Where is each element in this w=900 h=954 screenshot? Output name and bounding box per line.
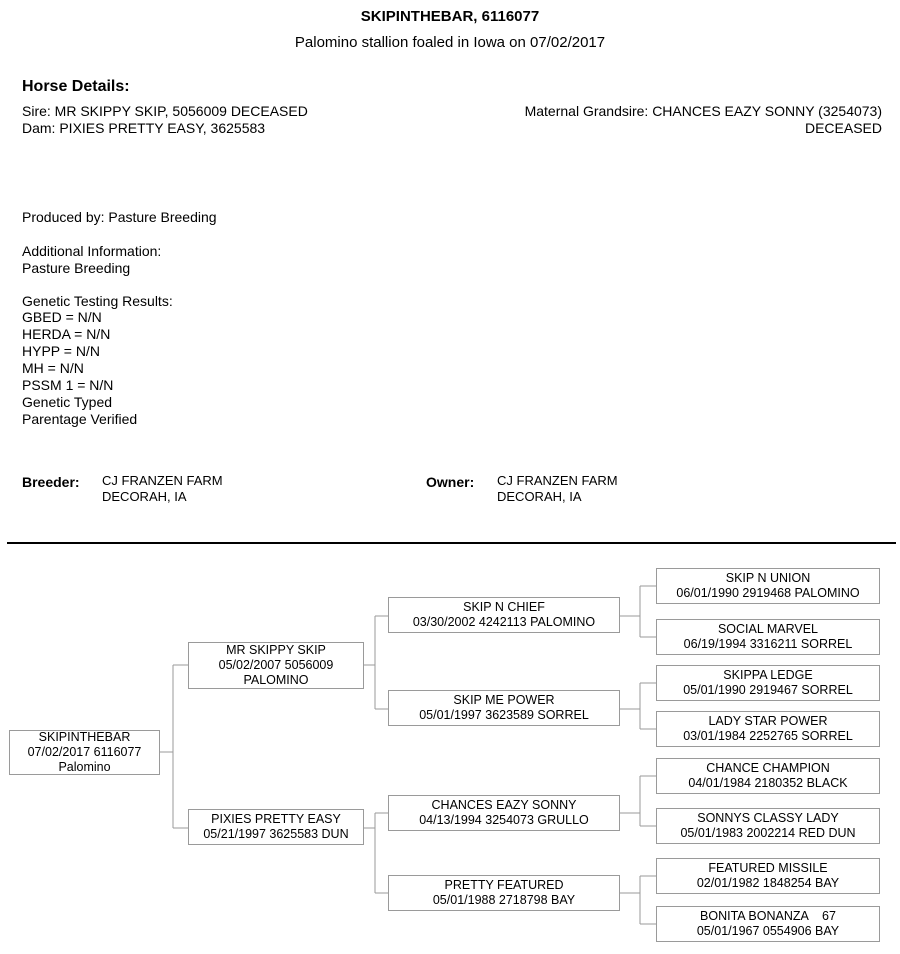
produced-by: Produced by: Pasture Breeding xyxy=(22,209,217,225)
horse-color: PALOMINO xyxy=(243,673,309,687)
genetic-result: PSSM 1 = N/N xyxy=(22,377,114,393)
dam-line: Dam: PIXIES PRETTY EASY, 3625583 xyxy=(22,120,266,136)
horse-name: PIXIES PRETTY EASY xyxy=(211,812,341,826)
breeder-label: Breeder: xyxy=(22,474,80,490)
pedigree-ggp xyxy=(656,568,880,604)
breeder-name: CJ FRANZEN FARM xyxy=(102,473,223,488)
horse-name: MR SKIPPY SKIP xyxy=(226,643,326,657)
maternal-grandsire-line: Maternal Grandsire: CHANCES EAZY SONNY (3254073) xyxy=(524,103,882,119)
horse-details-heading: Horse Details: xyxy=(22,78,130,95)
pedigree-dam-dam xyxy=(388,875,620,911)
horse-name: CHANCES EAZY SONNY xyxy=(431,798,577,812)
pedigree-ggp xyxy=(656,906,880,942)
pedigree-ggp xyxy=(656,711,880,747)
horse-info: 07/02/2017 6116077 xyxy=(27,745,142,759)
horse-name: SKIPPA LEDGE xyxy=(723,668,813,682)
horse-name: FEATURED MISSILE xyxy=(708,861,828,875)
horse-info: 05/01/1967 0554906 BAY xyxy=(696,924,840,938)
horse-info: 05/01/1990 2919467 SORREL xyxy=(683,683,853,697)
horse-info: 06/01/1990 2919468 PALOMINO xyxy=(676,586,860,600)
genetic-result: MH = N/N xyxy=(22,360,84,376)
horse-color: Palomino xyxy=(58,760,111,774)
pedigree-sire-sire xyxy=(388,597,620,633)
genetic-result: HYPP = N/N xyxy=(22,343,100,359)
horse-name: SONNYS CLASSY LADY xyxy=(697,811,839,825)
owner-location: DECORAH, IA xyxy=(497,489,582,504)
horse-name: SKIP ME POWER xyxy=(453,693,555,707)
genetic-result: Parentage Verified xyxy=(22,411,138,427)
breeder-location: DECORAH, IA xyxy=(102,489,187,504)
pedigree-sire-dam xyxy=(388,690,620,726)
horse-name: SKIP N CHIEF xyxy=(463,600,545,614)
maternal-grandsire-status: DECEASED xyxy=(804,120,882,136)
horse-info: 05/01/1997 3623589 SORREL xyxy=(419,708,589,722)
owner-label: Owner: xyxy=(426,474,475,490)
pedigree-ggp xyxy=(656,858,880,894)
horse-name: SKIPINTHEBAR xyxy=(38,730,131,744)
horse-info: 06/19/1994 3316211 SORREL xyxy=(683,637,853,651)
horse-info: 04/13/1994 3254073 GRULLO xyxy=(419,813,589,827)
genetic-testing-label: Genetic Testing Results: xyxy=(22,293,173,309)
horse-name: SKIP N UNION xyxy=(725,571,811,585)
horse-name: CHANCE CHAMPION xyxy=(706,761,830,775)
pedigree-ggp xyxy=(656,665,880,701)
page-subtitle: Palomino stallion foaled in Iowa on 07/02/2017 xyxy=(294,34,606,51)
horse-info: 02/01/1982 1848254 BAY xyxy=(696,876,840,890)
horse-name: PRETTY FEATURED xyxy=(444,878,564,892)
pedigree-ggp xyxy=(656,758,880,794)
horse-info: 05/01/1988 2718798 BAY xyxy=(432,893,576,907)
horse-info: 05/02/2007 5056009 xyxy=(218,658,334,672)
pedigree-ggp xyxy=(656,808,880,844)
genetic-result: GBED = N/N xyxy=(22,309,102,325)
horse-info: 05/01/1983 2002214 RED DUN xyxy=(680,826,856,840)
additional-info-value: Pasture Breeding xyxy=(22,260,131,276)
pedigree-dam-sire xyxy=(388,795,620,831)
pedigree-sire xyxy=(188,642,364,689)
genetic-result: Genetic Typed xyxy=(22,394,113,410)
horse-info: 03/01/1984 2252765 SORREL xyxy=(683,729,853,743)
additional-info-label: Additional Information: xyxy=(22,243,162,259)
horse-name: LADY STAR POWER xyxy=(708,714,828,728)
horse-name: SOCIAL MARVEL xyxy=(717,622,819,636)
horse-info: 04/01/1984 2180352 BLACK xyxy=(688,776,848,790)
pedigree-subject xyxy=(9,730,160,775)
page-title: SKIPINTHEBAR, 6116077 xyxy=(360,8,540,25)
pedigree-ggp xyxy=(656,619,880,655)
pedigree-dam xyxy=(188,809,364,845)
horse-info: 03/30/2002 4242113 PALOMINO xyxy=(412,615,596,629)
horse-name: BONITA BONANZA 67 xyxy=(700,909,836,923)
owner-name: CJ FRANZEN FARM xyxy=(497,473,618,488)
horse-info: 05/21/1997 3625583 DUN xyxy=(203,827,349,841)
sire-line: Sire: MR SKIPPY SKIP, 5056009 DECEASED xyxy=(22,103,308,119)
genetic-result: HERDA = N/N xyxy=(22,326,111,342)
